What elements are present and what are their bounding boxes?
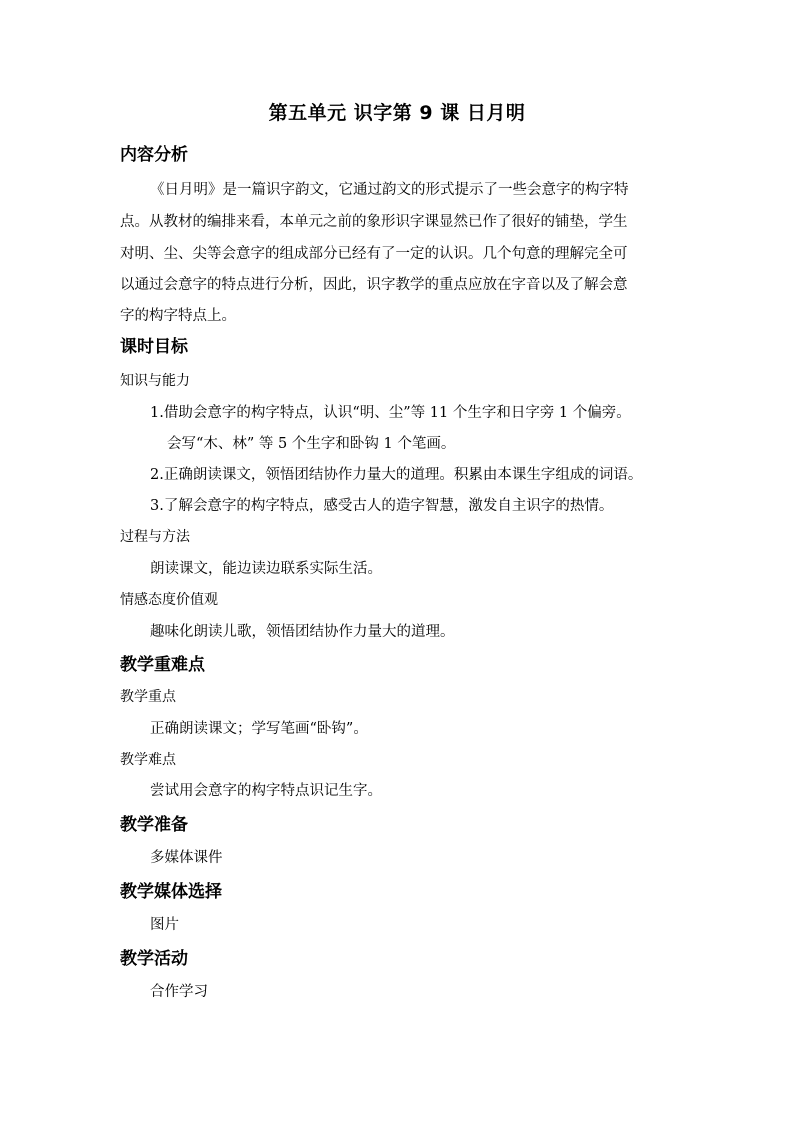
page-title: 第五单元 识字第 9 课 日月明 [268, 102, 526, 124]
attitude-text: 趣味化朗读儿歌，领悟团结协作力量大的道理。 [150, 624, 455, 640]
subheading-attitude: 情感态度价值观 [120, 592, 218, 608]
content-analysis-line-5: 字的构字特点上。 [120, 308, 236, 324]
heading-objectives: 课时目标 [120, 337, 188, 357]
subheading-difficulty: 教学难点 [120, 752, 176, 768]
objective-item-2: 2.正确朗读课文，领悟团结协作力量大的道理。积累由本课生字组成的词语。 [150, 467, 643, 483]
content-analysis-line-2: 点。从教材的编排来看，本单元之前的象形识字课显然已作了很好的铺垫，学生 [120, 214, 628, 230]
activity-text: 合作学习 [150, 984, 208, 1000]
objective-item-1-continued: 会写“木、林” 等 5 个生字和卧钩 1 个笔画。 [167, 436, 456, 452]
subheading-process: 过程与方法 [120, 529, 190, 545]
objective-item-3: 3.了解会意字的构字特点，感受古人的造字智慧，激发自主识字的热情。 [150, 498, 614, 514]
heading-media: 教学媒体选择 [120, 882, 222, 902]
process-text: 朗读课文，能边读边联系实际生活。 [150, 561, 382, 577]
heading-preparation: 教学准备 [120, 815, 188, 835]
content-analysis-line-3: 对明、尘、尖等会意字的组成部分已经有了一定的认识。几个句意的理解完全可 [120, 246, 628, 262]
focus-text: 正确朗读课文；学写笔画“卧钩”。 [150, 721, 368, 737]
objective-item-1: 1.借助会意字的构字特点，认识“明、尘”等 11 个生字和日字旁 1 个偏旁。 [150, 405, 631, 421]
media-text: 图片 [150, 917, 179, 933]
content-analysis-line-1: 《日月明》是一篇识字韵文，它通过韵文的形式提示了一些会意字的构字特 [150, 182, 629, 198]
heading-activity: 教学活动 [120, 949, 188, 969]
subheading-knowledge: 知识与能力 [120, 373, 190, 389]
subheading-focus: 教学重点 [120, 689, 176, 705]
difficulty-text: 尝试用会意字的构字特点识记生字。 [150, 783, 382, 799]
heading-content-analysis: 内容分析 [120, 145, 188, 165]
preparation-text: 多媒体课件 [150, 850, 223, 866]
heading-key-points: 教学重难点 [120, 655, 205, 675]
content-analysis-line-4: 以通过会意字的特点进行分析，因此，识字教学的重点应放在字音以及了解会意 [120, 277, 628, 293]
